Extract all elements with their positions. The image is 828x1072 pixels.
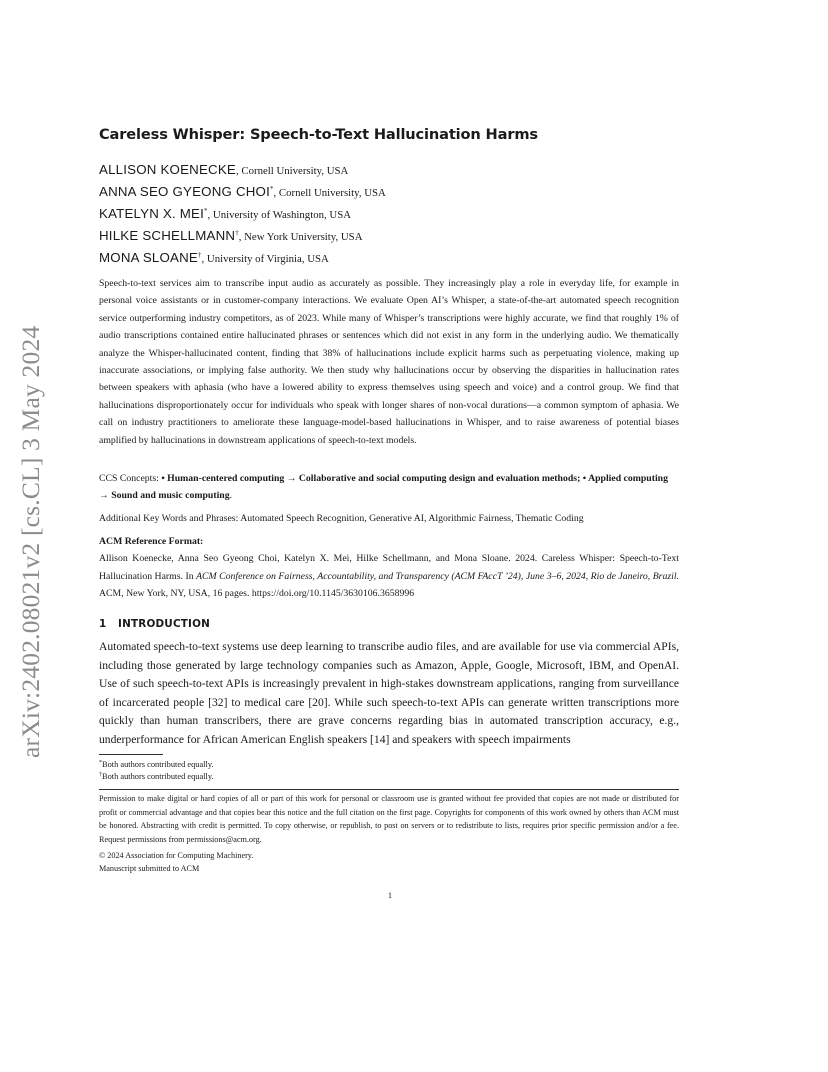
author-name: ANNA SEO GYEONG CHOI [99, 184, 270, 199]
author-name: HILKE SCHELLMANN [99, 228, 236, 243]
author-affiliation: , New York University, USA [238, 231, 363, 243]
footnote-text: Both authors contributed equally. [102, 760, 214, 769]
ccs-separator: ; • [577, 473, 589, 484]
keywords: Additional Key Words and Phrases: Automated Speech Recognition, Generative AI, Algorithmic Fairness, Thematic Coding [99, 513, 584, 524]
page-number: 1 [387, 891, 393, 900]
author-affiliation: , Cornell University, USA [235, 165, 349, 177]
reference-authors: Allison Koenecke, Anna Seo Gyeong Choi, Katelyn X. Mei, Hilke Schellmann, and Mona Sloane. 2024. Careless Whisper: Speech-to-Text Hallucination Harms. In [99, 553, 679, 582]
copyright-notice: © 2024 Association for Computing Machinery. [99, 851, 254, 860]
author-affiliation: , University of Virginia, USA [201, 253, 329, 265]
author-name: KATELYN X. MEI [99, 206, 205, 221]
author-mark: * [204, 207, 208, 215]
author-mark: † [235, 229, 239, 237]
ccs-concept: Human-centered computing → Collaborative and social computing design and evaluation methods [167, 473, 578, 484]
ccs-end: . [229, 490, 233, 502]
section-number: 1 [99, 618, 107, 630]
arxiv-identifier-stamp: arXiv:2402.08021v2 [cs.CL] 3 May 2024 [16, 325, 45, 758]
acm-reference-text [99, 550, 679, 602]
acm-reference [99, 533, 679, 603]
introduction-text: Automated speech-to-text systems use deep learning to transcribe audio files, and are available for use via commercial APIs, including those generated by large technology companies such as Amazon, Apple, Google, Microsoft, IBM, and OpenAI. Use of such speech-to-text APIs is increasingly prevalent in high-stakes downstream applications, ranging from surveillance of incarcerated people [32] to medical care [20]. While such speech-to-text APIs can generate written transcriptions more quickly than human transcribers, there are grave concerns regarding bias in automated transcription accuracy, e.g., underperformance for African American English speakers [14] and speakers with speech impairments [99, 640, 679, 746]
author-name: MONA SLOANE [99, 250, 198, 265]
ccs-label: CCS Concepts: [99, 473, 162, 484]
footnote-mark: † [99, 772, 102, 778]
author-name: ALLISON KOENECKE [99, 162, 236, 177]
permission-divider [99, 789, 679, 790]
author-line [99, 161, 681, 179]
footnote-mark: * [99, 760, 102, 766]
author-line [99, 205, 681, 223]
author-line [99, 249, 681, 267]
reference-doi: ACM, New York, NY, USA, 16 pages. https://doi.org/10.1145/3630106.3658996 [99, 588, 415, 600]
author-line [99, 183, 681, 201]
ccs-bullet: • [161, 473, 168, 484]
author-mark: † [198, 251, 202, 259]
paper-title: Careless Whisper: Speech-to-Text Hallucination Harms [99, 126, 538, 143]
author-mark: * [269, 185, 274, 193]
author-line [99, 227, 681, 245]
footnote-divider [99, 754, 163, 755]
ccs-concepts [99, 470, 679, 505]
permission-notice: Permission to make digital or hard copies of all or part of this work for personal or classroom use is granted without fee provided that copies are not made or distributed for profit or commercial advantage and that copies bear this notice and the full citation on the first page. Copyrights for components of this work owned by others than ACM must be honored. Abstracting with credit is permitted. To copy otherwise, or republish, to post on servers or to redistribute to lists, requires prior specific permission and/or a fee. Request permissions from permissions@acm.org. [99, 794, 679, 844]
ccs-concept: Applied computing → Sound and music computing [99, 473, 668, 502]
abstract: Speech-to-text services aim to transcribe input audio as accurately as possible. They increasingly play a role in everyday life, for example in personal voice assistants or in customer-company interactions. We evaluate Open AI’s Whisper, a state-of-the-art automated speech recognition service outperforming industry competitors, as of 2023. While many of Whisper’s transcriptions were highly accurate, we find that roughly 1% of audio transcriptions contained entire hallucinated phrases or sentences which did not exist in any form in the underlying audio. We thematically analyze the Whisper-hallucinated content, finding that 38% of hallucinations include explicit harms such as perpetuating violence, making up inaccurate associations, or implying false authority. We then study why hallucinations occur by observing the disparities in hallucination rates between speakers with aphasia (who have a lowered ability to express themselves using speech and voice) and a control group. We find that hallucinations disproportionately occur for individuals who speak with longer shares of non-vocal durations—a common symptom of aphasia. We call on industry practitioners to ameliorate these language-model-based hallucinations in Whisper, and to raise awareness of potential biases amplified by hallucinations in downstream applications of speech-to-text models. [99, 278, 679, 446]
reference-venue: ACM Conference on Fairness, Accountability, and Transparency (ACM FAccT ’24), June 3–6, 2024, Rio de Janeiro, Brazil. [196, 570, 679, 582]
footnote-text: Both authors contributed equally. [102, 772, 214, 781]
section-title: INTRODUCTION [118, 618, 211, 630]
footnote [99, 769, 214, 783]
manuscript-notice: Manuscript submitted to ACM [99, 864, 200, 873]
author-affiliation: , University of Washington, USA [207, 209, 352, 221]
acm-reference-heading: ACM Reference Format: [99, 536, 204, 547]
author-affiliation: , Cornell University, USA [273, 187, 386, 199]
section-heading [99, 618, 210, 630]
